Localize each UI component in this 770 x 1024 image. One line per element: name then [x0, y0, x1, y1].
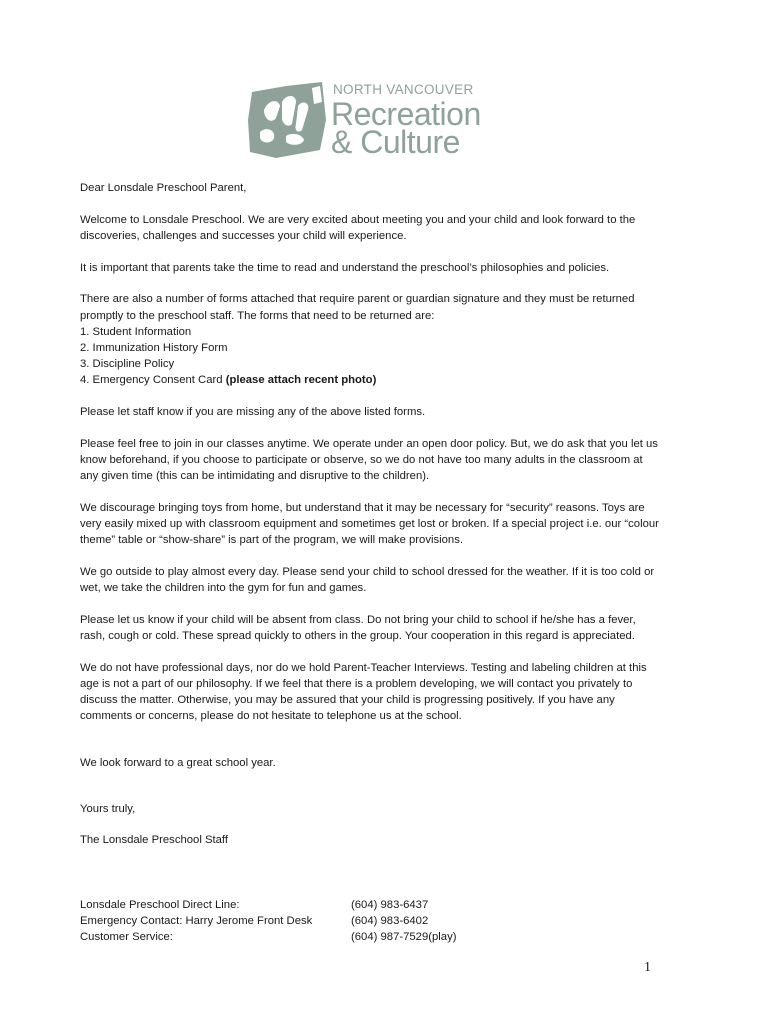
contact-phone: (604) 987-7529(play) — [351, 931, 457, 944]
logo-line-recreation: Recreation — [331, 96, 481, 132]
paragraph-missing-forms: Please let staff know if you are missing any of the above listed forms. — [80, 406, 426, 419]
paragraph-open-door: Please feel free to join in our classes anytime. We operate under an open door policy. But, we do ask that you let us know beforehand, if you choose to participate or observe, so we do not have too many adults in the classroom at any given time (this can be intimidating and disruptive to the children). — [80, 437, 658, 483]
paragraph-absence: Please let us know if your child will be absent from class. Do not bring your child to school if he/she has a fever, rash, cough or cold. These spread quickly to others in the group. Your cooperation in this regard is appreciated. — [80, 613, 636, 643]
organization-logo — [246, 80, 506, 160]
contact-label: Lonsdale Preschool Direct Line: — [80, 898, 240, 911]
salutation: Dear Lonsdale Preschool Parent, — [80, 182, 247, 194]
form-4-note: (please attach recent photo) — [225, 374, 377, 387]
contact-label: Customer Service: — [80, 931, 173, 944]
contact-label: Emergency Contact: Harry Jerome Front Desk — [80, 914, 313, 927]
logo-line-culture: & Culture — [331, 124, 460, 160]
contact-phone: (604) 983-6402 — [351, 914, 429, 927]
letter-body — [80, 180, 660, 945]
logo-top-line: NORTH VANCOUVER — [333, 82, 474, 97]
list-item: 1. Student Information — [80, 325, 192, 338]
paragraph-welcome: Welcome to Lonsdale Preschool. We are very excited about meeting you and your child and look forward to the discoveries, challenges and successes your child will experience. — [80, 213, 636, 242]
forms-list — [80, 324, 660, 389]
signature: The Lonsdale Preschool Staff — [80, 834, 229, 847]
paragraph-professional-days: We do not have professional days, nor do we hold Parent-Teacher Interviews. Testing and labeling children at this age is not a part of our philosophy. If we feel that there is a problem developing, we will contact you privately to discuss the matter. Otherwise, you may be assured that your child is progressing positively. If you have any comments or concerns, please do not hesitate to telephone us at the school. — [80, 661, 647, 723]
contact-phone: (604) 983-6437 — [351, 898, 429, 911]
page-number: 1 — [644, 960, 651, 975]
list-item: 3. Discipline Policy — [80, 358, 175, 371]
closing: Yours truly, — [80, 802, 136, 815]
paragraph-school-year: We look forward to a great school year. — [80, 756, 276, 769]
list-item: 2. Immunization History Form — [80, 341, 228, 354]
form-4-label: 4. Emergency Consent Card — [80, 374, 223, 387]
paragraph-toys: We discourage bringing toys from home, but understand that it may be necessary for “security” reasons. Toys are very easily mixed up with classroom equipment and sometimes get lost or broken. If a special project i.e. our “colour theme” table or “show-share” is part of the program, we will make provisions. — [80, 501, 659, 547]
paragraph-outside-play: We go outside to play almost every day. Please send your child to school dressed for the weather. If it is too cold or wet, we take the children into the gym for fun and games. — [80, 565, 655, 595]
list-item — [80, 372, 660, 388]
paragraph-forms-intro: There are also a number of forms attached that require parent or guardian signature and they must be returned promptly to the preschool staff. The forms that need to be returned are: — [80, 293, 635, 322]
contact-list — [80, 897, 660, 946]
paragraph-policies: It is important that parents take the time to read and understand the preschool’s philosophies and policies. — [80, 261, 610, 274]
hand-logo-icon — [246, 80, 330, 160]
